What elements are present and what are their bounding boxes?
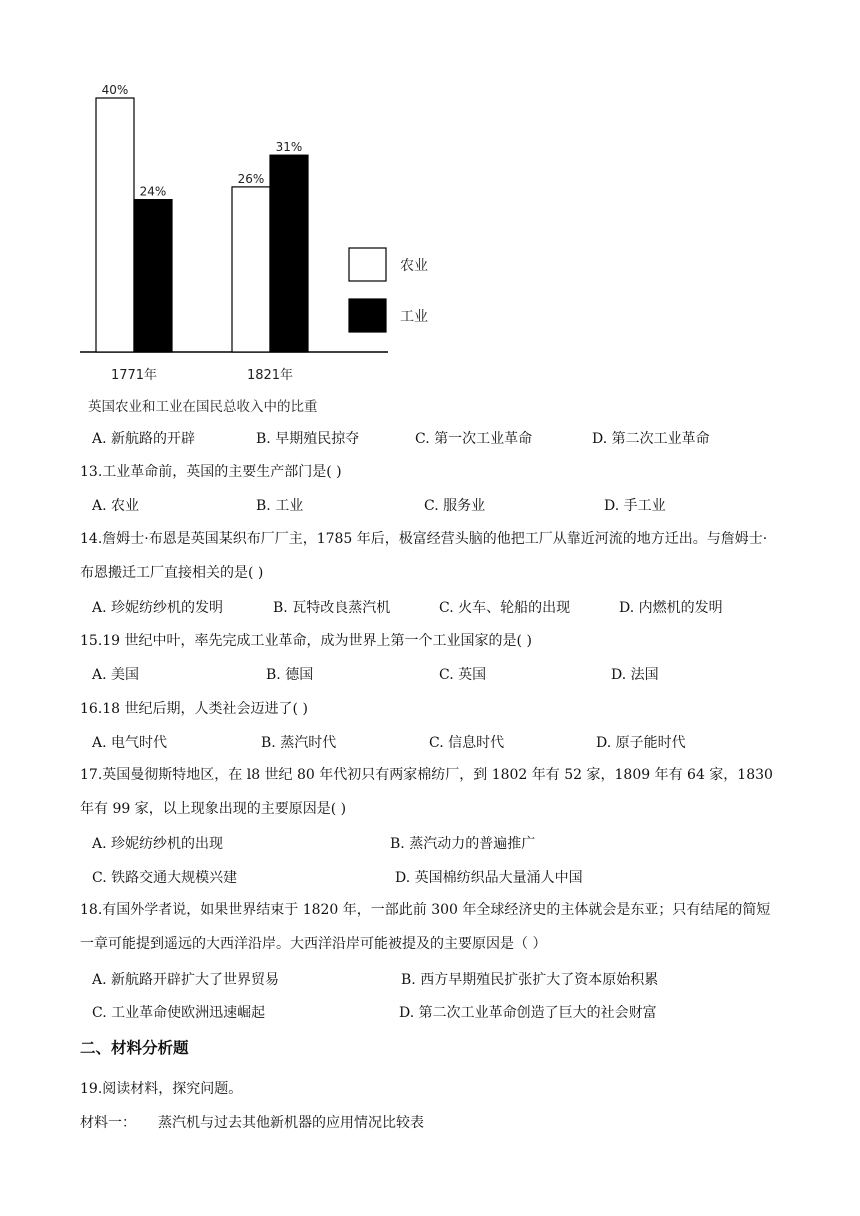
q15-stem: 15.19 世纪中叶，率先完成工业革命，成为世界上第一个工业国家的是( ) bbox=[80, 633, 532, 649]
q13-option-d: D. 手工业 bbox=[604, 498, 666, 514]
q16-option-c: C. 信息时代 bbox=[429, 735, 505, 751]
q12-option-a: A. 新航路的开辟 bbox=[92, 431, 196, 447]
q18-option-a: A. 新航路开辟扩大了世界贸易 bbox=[92, 972, 280, 988]
legend-swatch bbox=[349, 299, 386, 332]
x-tick-label: 1821年 bbox=[246, 368, 294, 383]
q16-option-d: D. 原子能时代 bbox=[596, 735, 686, 751]
legend-label: 工业 bbox=[400, 309, 428, 325]
data-label: 40% bbox=[101, 85, 129, 97]
q14-option-c: C. 火车、轮船的出现 bbox=[439, 600, 571, 616]
q13-option-b: B. 工业 bbox=[256, 498, 304, 514]
q18-option-c: C. 工业革命使欧洲迅速崛起 bbox=[92, 1005, 266, 1021]
q15-option-a: A. 美国 bbox=[92, 667, 140, 683]
q17-option-c: C. 铁路交通大规模兴建 bbox=[92, 870, 238, 886]
q18-stem: 18.有国外学者说，如果世界结束于 1820 年，一部此前 300 年全球经济史的主体就会是东亚；只有结尾的简短一章可能提到遥远的大西洋沿岸。大西洋沿岸可能被提及的主要原因是（ ） bbox=[80, 902, 771, 952]
q17-option-d: D. 英国棉纺织品大量涌人中国 bbox=[395, 870, 583, 886]
q16-option-b: B. 蒸汽时代 bbox=[261, 735, 337, 751]
q18-option-d: D. 第二次工业革命创造了巨大的社会财富 bbox=[399, 1005, 657, 1021]
q19-stem: 19.阅读材料，探究问题。 bbox=[80, 1081, 243, 1097]
q13-option-c: C. 服务业 bbox=[424, 498, 486, 514]
q17-stem: 17.英国曼彻斯特地区，在 l8 世纪 80 年代初只有两家棉纺厂，到 1802 年有 52 家，1809 年有 64 家，1830 年有 99 家，以上现象出现的主要原因是( ) bbox=[80, 767, 773, 817]
chart-svg bbox=[80, 85, 460, 385]
q14-option-a: A. 珍妮纺纱机的发明 bbox=[92, 600, 224, 616]
material-label: 材料一： bbox=[80, 1115, 136, 1131]
q15-option-d: D. 法国 bbox=[611, 667, 659, 683]
chart-title: 英国农业和工业在国民总收入中的比重 bbox=[88, 399, 318, 415]
legend-swatch bbox=[349, 248, 386, 281]
bar-industry-0 bbox=[134, 200, 172, 352]
q14-option-b: B. 瓦特改良蒸汽机 bbox=[273, 600, 391, 616]
q14-stem: 14.詹姆士·布恩是英国某织布厂厂主，1785 年后，极富经营头脑的他把工厂从靠近河流的地方迁出。与詹姆士·布恩搬迁工厂直接相关的是( ) bbox=[80, 531, 768, 581]
bar-agriculture-0 bbox=[96, 98, 134, 352]
section-heading: 二、材料分析题 bbox=[80, 1039, 189, 1057]
q18-option-b: B. 西方早期殖民扩张扩大了资本原始积累 bbox=[401, 972, 659, 988]
bar-chart bbox=[80, 85, 460, 415]
bar-agriculture-1 bbox=[232, 187, 270, 352]
material-text: 蒸汽机与过去其他新机器的应用情况比较表 bbox=[158, 1115, 424, 1131]
q14-option-d: D. 内燃机的发明 bbox=[619, 600, 723, 616]
data-label: 24% bbox=[139, 184, 167, 199]
q16-stem: 16.18 世纪后期，人类社会迈进了( ) bbox=[80, 701, 308, 717]
q17-option-b: B. 蒸汽动力的普遍推广 bbox=[390, 836, 536, 852]
q17-option-a: A. 珍妮纺纱机的出现 bbox=[92, 836, 224, 852]
data-label: 26% bbox=[237, 171, 265, 186]
data-label: 31% bbox=[275, 140, 303, 155]
legend-label: 农业 bbox=[400, 258, 428, 274]
bar-industry-1 bbox=[270, 155, 308, 352]
q13-option-a: A. 农业 bbox=[92, 498, 140, 514]
q12-option-d: D. 第二次工业革命 bbox=[592, 431, 710, 447]
q12-option-b: B. 早期殖民掠夺 bbox=[256, 431, 360, 447]
q13-stem: 13.工业革命前，英国的主要生产部门是( ) bbox=[80, 464, 342, 480]
x-tick-label: 1771年 bbox=[110, 368, 158, 383]
q15-option-c: C. 英国 bbox=[439, 667, 487, 683]
q15-option-b: B. 德国 bbox=[266, 667, 314, 683]
q12-option-c: C. 第一次工业革命 bbox=[415, 431, 533, 447]
q16-option-a: A. 电气时代 bbox=[92, 735, 168, 751]
